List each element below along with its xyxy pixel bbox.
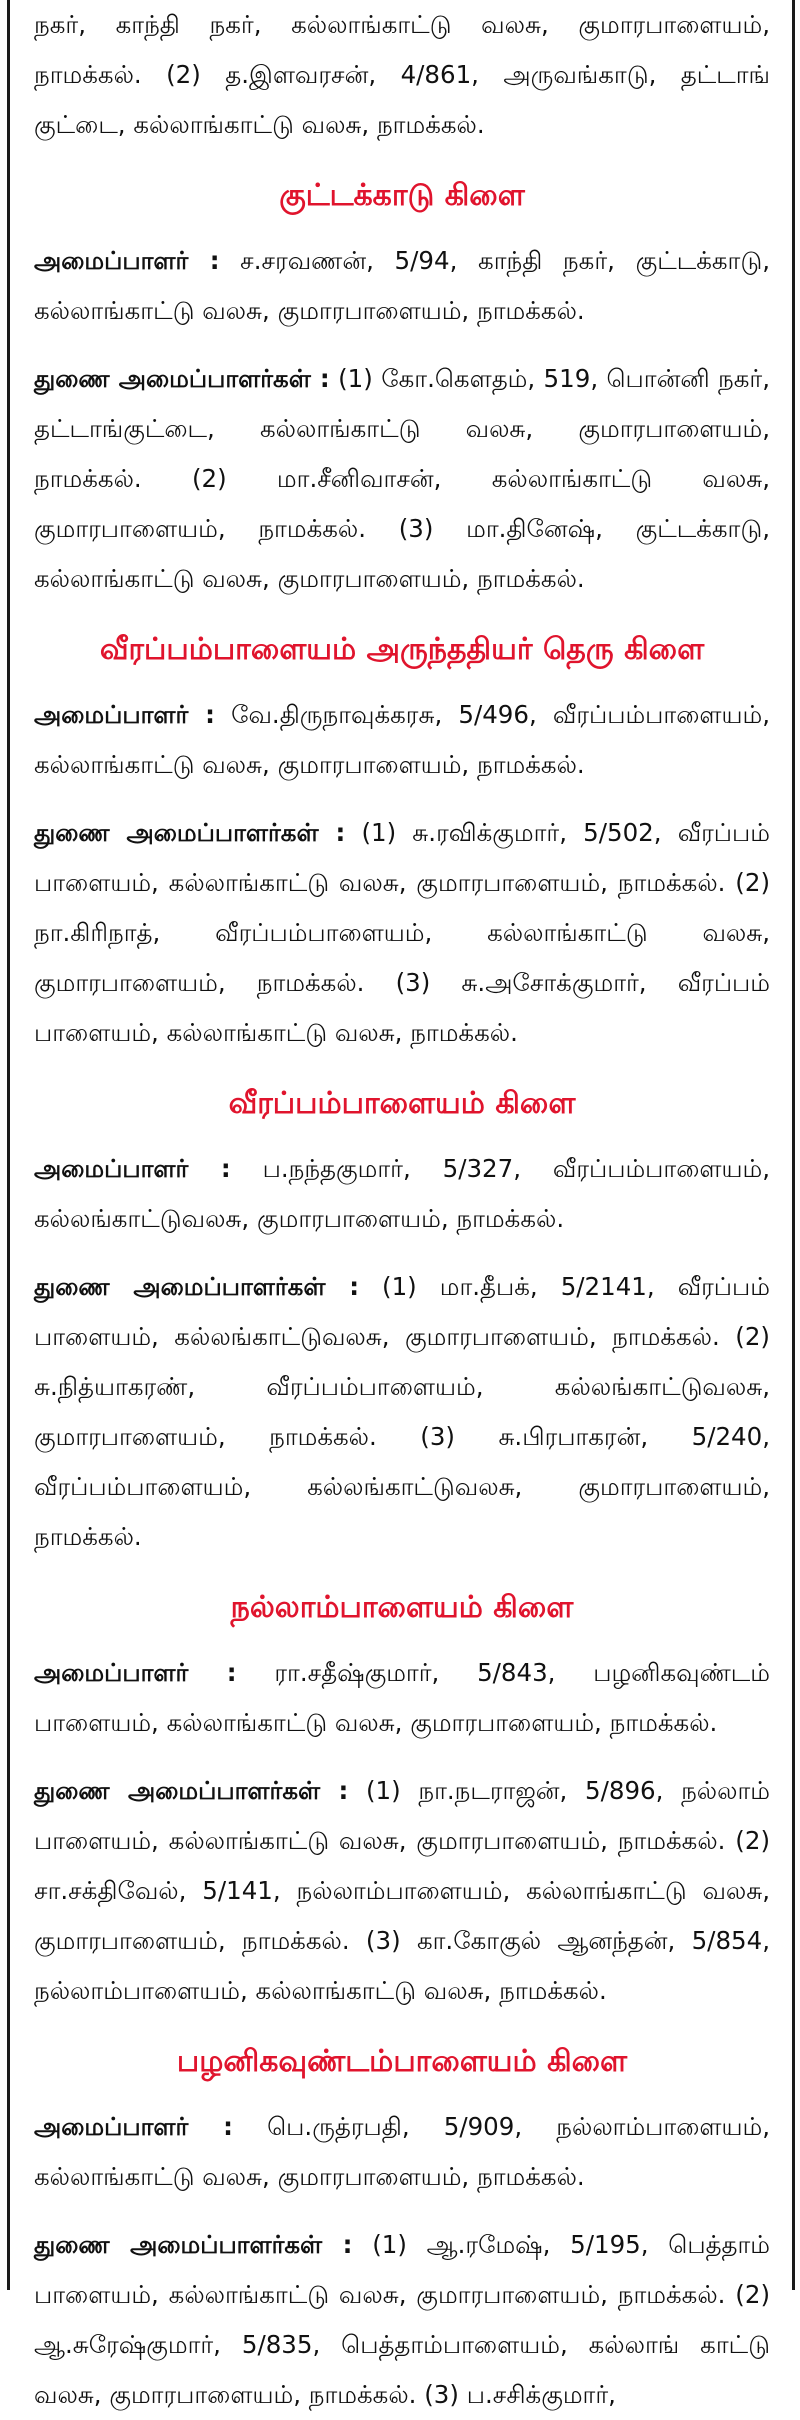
- organizer-label: அமைப்பாளர் :: [34, 1154, 231, 1183]
- assistants-entry: [34, 808, 770, 1058]
- assistants-entry: [34, 354, 770, 604]
- organizer-entry: [34, 690, 770, 790]
- organizer-details: ப.நந்தகுமார், 5/327, வீரப்பம்பாளையம், கல்லங்காட்டுவலசு, குமாரபாளையம், நாமக்கல்.: [34, 1154, 770, 1233]
- article-body: [34, 0, 770, 2420]
- organizer-label: அமைப்பாளர் :: [34, 246, 220, 275]
- assistants-details: (1) ஆ.ரமேஷ், 5/195, பெத்தாம் பாளையம், கல்லாங்காட்டு வலசு, குமாரபாளையம், நாமக்கல். (2) ஆ.சுரேஷ்குமார், 5/835, பெத்தாம்பாளையம், கல்லாங் காட்டு வலசு, குமாரபாளையம், நாமக்கல். (3) ப.சசிக்குமார்,: [34, 2230, 770, 2409]
- organizer-label: அமைப்பாளர் :: [34, 700, 215, 729]
- organizer-label: அமைப்பாளர் :: [34, 1658, 237, 1687]
- section-heading: பழனிகவுண்டம்பாளையம் கிளை: [176, 2044, 628, 2079]
- organizer-entry: [34, 2102, 770, 2202]
- section-heading: வீரப்பம்பாளையம் கிளை: [228, 1086, 576, 1121]
- section-heading: நல்லாம்பாளையம் கிளை: [230, 1590, 574, 1625]
- section-heading: குட்டக்காடு கிளை: [279, 178, 525, 213]
- assistants-entry: [34, 1262, 770, 1562]
- assistants-details: (1) சு.ரவிக்குமார், 5/502, வீரப்பம் பாளையம், கல்லாங்காட்டு வலசு, குமாரபாளையம், நாமக்கல். (2) நா.கிரிநாத், வீரப்பம்பாளையம், கல்லாங்காட்டு வலசு, குமாரபாளையம், நாமக்கல். (3) சு.அசோக்குமார், வீரப்பம் பாளையம், கல்லாங்காட்டு வலசு, நாமக்கல்.: [34, 818, 770, 1047]
- left-border-rule: [7, 0, 10, 2290]
- assistants-entry: [34, 1766, 770, 2016]
- assistants-details: (1) கோ.கௌதம், 519, பொன்னி நகர், தட்டாங்குட்டை, கல்லாங்காட்டு வலசு, குமாரபாளையம், நாமக்கல். (2) மா.சீனிவாசன், கல்லாங்காட்டு வலசு, குமாரபாளையம், நாமக்கல். (3) மா.தினேஷ், குட்டக்காடு, கல்லாங்காட்டு வலசு, குமாரபாளையம், நாமக்கல்.: [34, 364, 771, 593]
- organizer-entry: [34, 236, 770, 336]
- organizer-details: பெ.ருத்ரபதி, 5/909, நல்லாம்பாளையம், கல்லாங்காட்டு வலசு, குமாரபாளையம், நாமக்கல்.: [34, 2112, 771, 2191]
- assistants-label: துணை அமைப்பாளர்கள் :: [34, 364, 330, 393]
- assistants-label: துணை அமைப்பாளர்கள் :: [34, 1272, 359, 1301]
- assistants-label: துணை அமைப்பாளர்கள் :: [34, 2230, 353, 2259]
- organizer-details: ச.சரவணன், 5/94, காந்தி நகர், குட்டக்காடு, கல்லாங்காட்டு வலசு, குமாரபாளையம், நாமக்கல்.: [34, 246, 770, 325]
- organizer-entry: [34, 1144, 770, 1244]
- intro-paragraph: நகர், காந்தி நகர், கல்லாங்காட்டு வலசு, குமாரபாளையம், நாமக்கல். (2) த.இளவரசன், 4/861, அருவங்காடு, தட்டாங் குட்டை, கல்லாங்காட்டு வலசு, நாமக்கல்.: [34, 10, 770, 139]
- organizer-label: அமைப்பாளர் :: [34, 2112, 233, 2141]
- organizer-entry: [34, 1648, 770, 1748]
- assistants-entry: [34, 2220, 770, 2420]
- assistants-details: (1) நா.நடராஜன், 5/896, நல்லாம் பாளையம், கல்லாங்காட்டு வலசு, குமாரபாளையம், நாமக்கல். (2) சா.சக்திவேல், 5/141, நல்லாம்பாளையம், கல்லாங்காட்டு வலசு, குமாரபாளையம், நாமக்கல். (3) கா.கோகுல் ஆனந்தன், 5/854, நல்லாம்பாளையம், கல்லாங்காட்டு வலசு, நாமக்கல்.: [34, 1776, 770, 2005]
- section-heading: வீரப்பம்பாளையம் அருந்ததியர் தெரு கிளை: [99, 632, 705, 667]
- assistants-label: துணை அமைப்பாளர்கள் :: [34, 1776, 349, 1805]
- organizer-details: வே.திருநாவுக்கரசு, 5/496, வீரப்பம்பாளையம், கல்லாங்காட்டு வலசு, குமாரபாளையம், நாமக்கல்.: [34, 700, 770, 779]
- assistants-details: (1) மா.தீபக், 5/2141, வீரப்பம் பாளையம், கல்லங்காட்டுவலசு, குமாரபாளையம், நாமக்கல். (2) சு.நித்யாகரண், வீரப்பம்பாளையம், கல்லங்காட்டுவலசு, குமாரபாளையம், நாமக்கல். (3) சு.பிரபாகரன், 5/240, வீரப்பம்பாளையம், கல்லங்காட்டுவலசு, குமாரபாளையம், நாமக்கல்.: [34, 1272, 770, 1551]
- right-border-rule: [792, 0, 795, 2290]
- assistants-label: துணை அமைப்பாளர்கள் :: [34, 818, 346, 847]
- organizer-details: ரா.சதீஷ்குமார், 5/843, பழனிகவுண்டம் பாளையம், கல்லாங்காட்டு வலசு, குமாரபாளையம், நாமக்கல்.: [34, 1658, 771, 1737]
